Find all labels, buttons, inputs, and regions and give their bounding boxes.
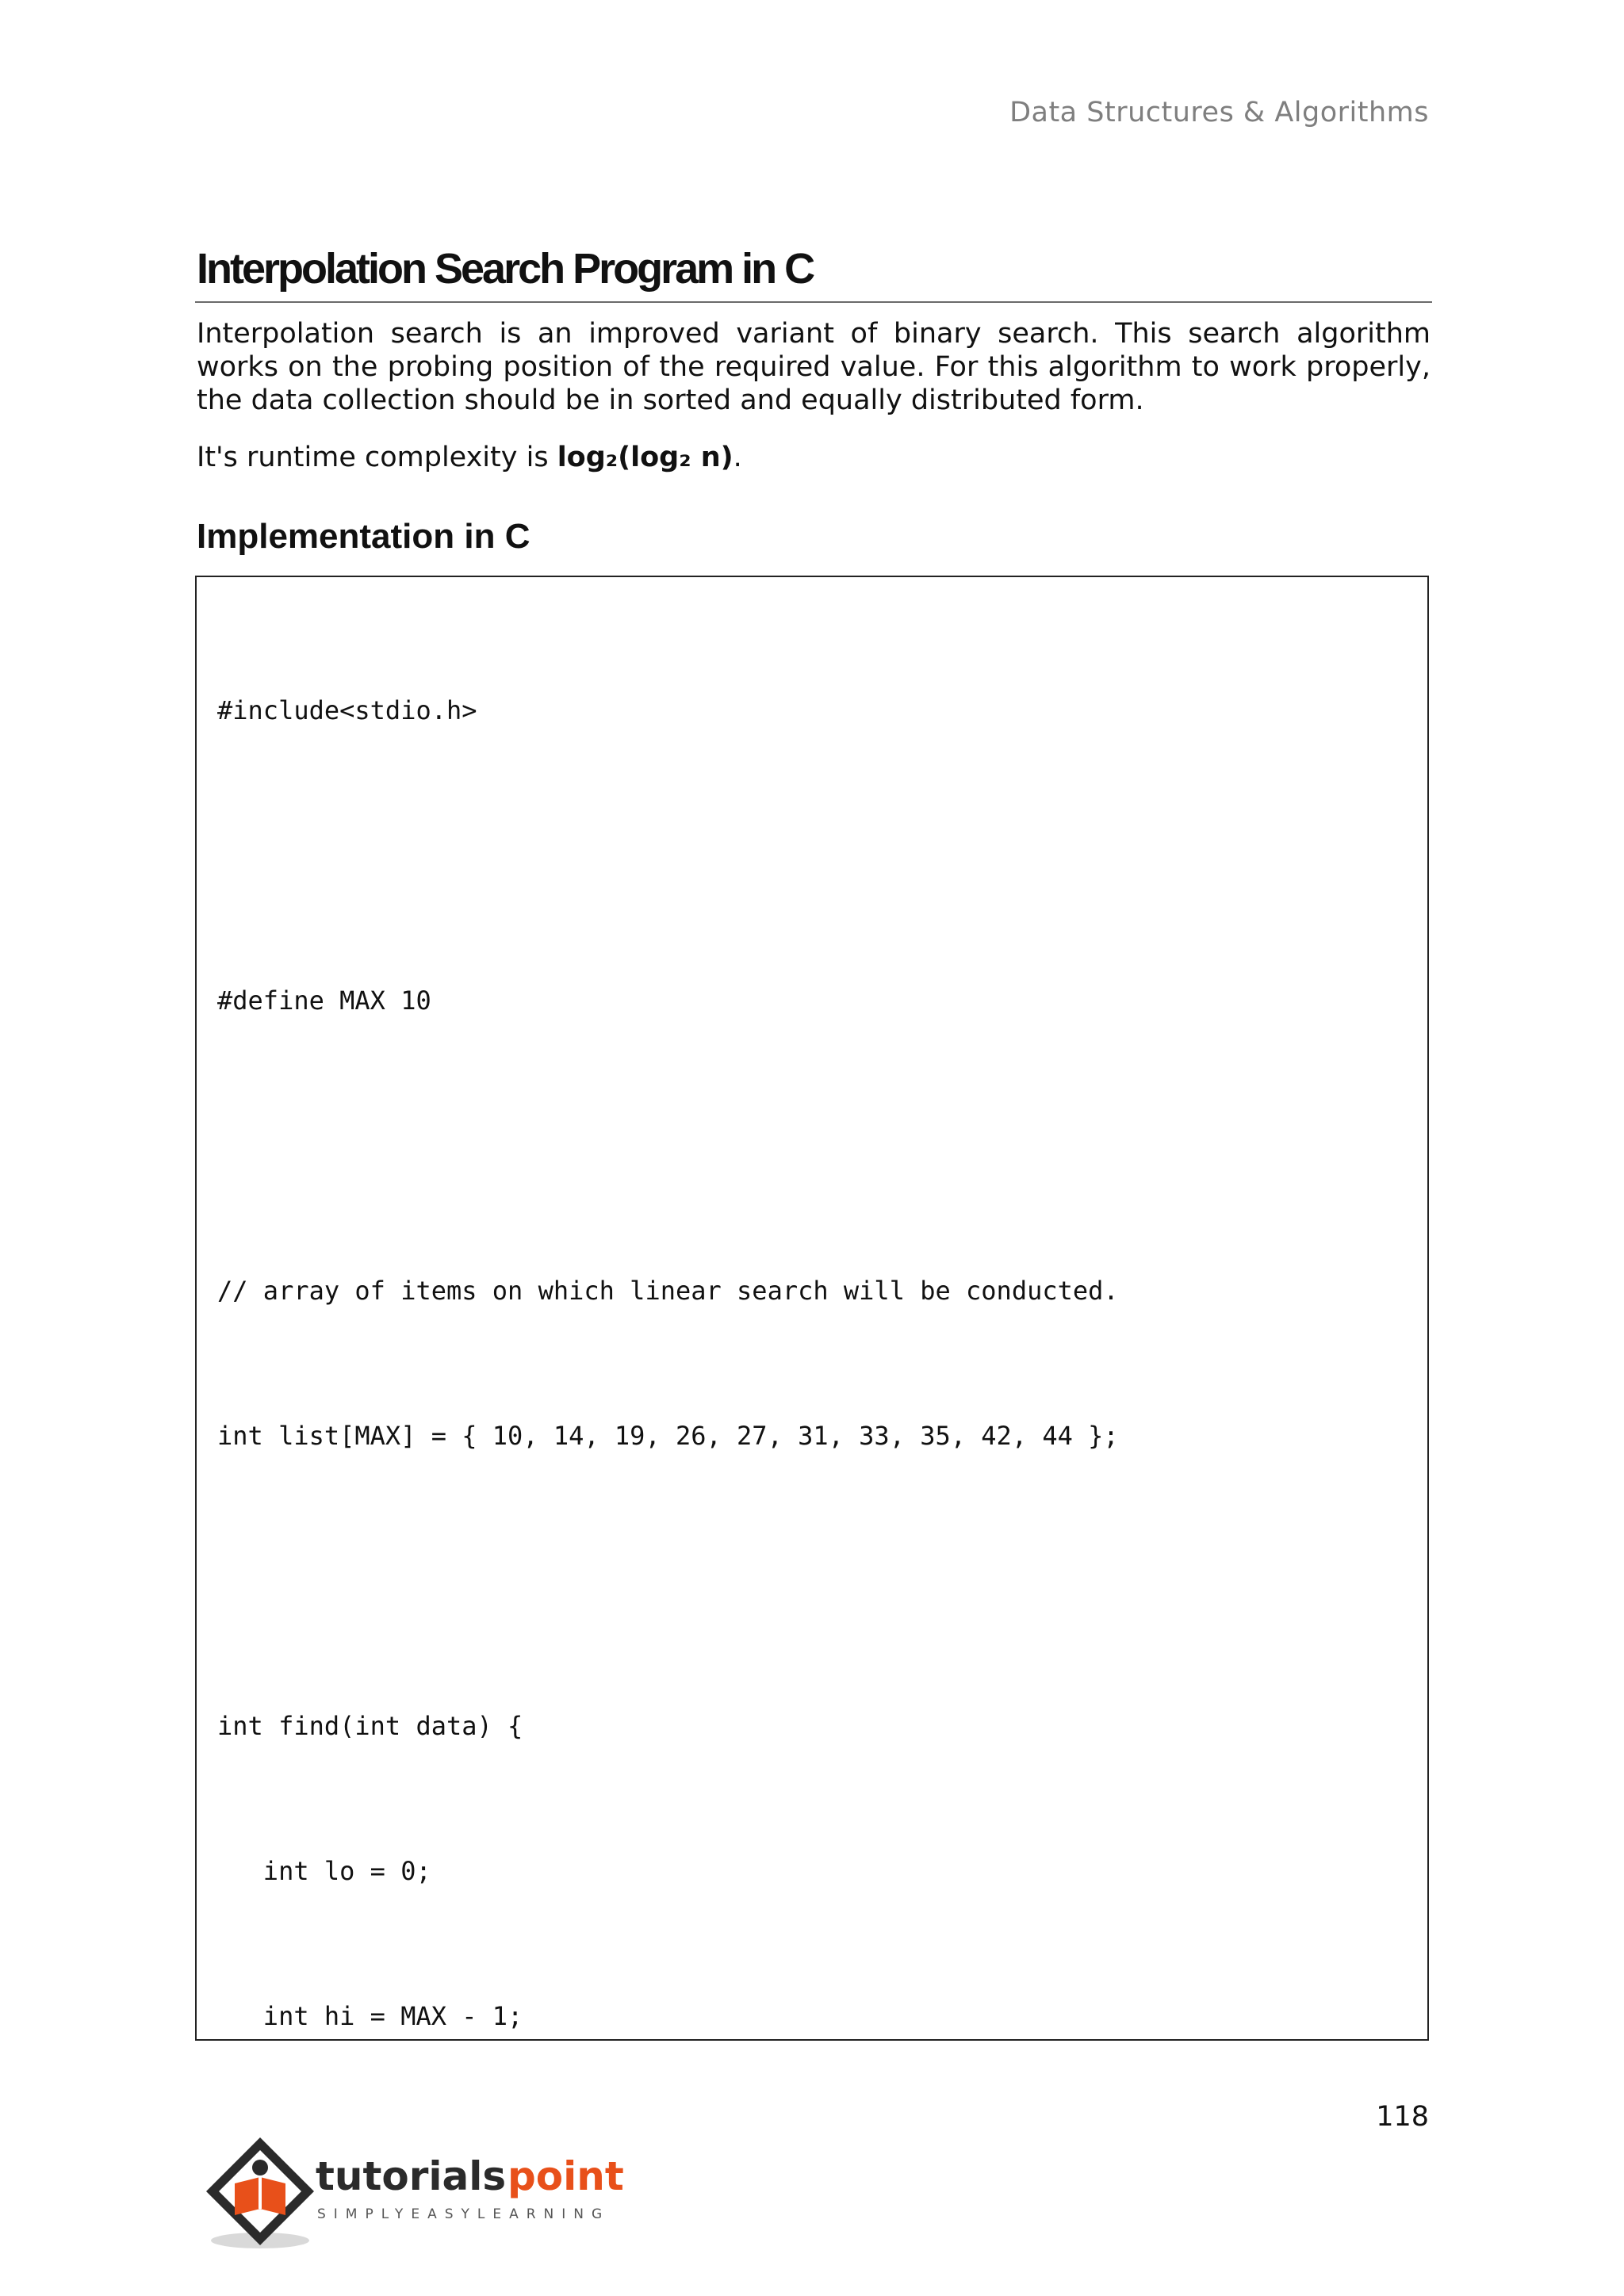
- code-line: int list[MAX] = { 10, 14, 19, 26, 27, 31, 33, 35, 42, 44 };: [217, 1421, 1119, 1451]
- code-line: int hi = MAX - 1;: [217, 2001, 523, 2031]
- code-block: [195, 576, 1429, 2041]
- running-header: Data Structures & Algorithms: [1009, 97, 1429, 128]
- code-line: [217, 832, 1327, 880]
- title-divider: [195, 301, 1432, 303]
- page-title: Interpolation Search Program in C: [197, 245, 814, 293]
- code-line: #include<stdio.h>: [217, 695, 477, 725]
- logo-person-head: [252, 2160, 268, 2175]
- code-line: [217, 1122, 1327, 1170]
- code-line: #define MAX 10: [217, 985, 431, 1016]
- complexity-value: log₂(log₂ n): [557, 442, 733, 473]
- intro-paragraph: Interpolation search is an improved variant of binary search. This search algorithm works on the probing position of the required value. For this algorithm to work properly, the data collection should be in sorted and equally distributed form.: [197, 318, 1431, 416]
- code-line: int find(int data) {: [217, 1711, 523, 1741]
- logo-wordmark-left: tutorials: [316, 2153, 507, 2199]
- tutorialspoint-logo: [197, 2131, 641, 2258]
- code-lines: [217, 590, 1327, 2041]
- complexity-prefix: It's runtime complexity is: [197, 442, 557, 473]
- code-line: // array of items on which linear search will be conducted.: [217, 1276, 1119, 1306]
- section-heading: Implementation in C: [197, 517, 530, 556]
- complexity-paragraph: [197, 441, 742, 474]
- code-line: int lo = 0;: [217, 1856, 431, 1886]
- page-number: 118: [1376, 2101, 1429, 2133]
- logo-tagline: SIMPLYEASYLEARNING: [317, 2206, 611, 2222]
- logo-wordmark-right: point: [508, 2153, 624, 2199]
- code-line: [217, 1557, 1327, 1605]
- complexity-suffix: .: [733, 442, 742, 473]
